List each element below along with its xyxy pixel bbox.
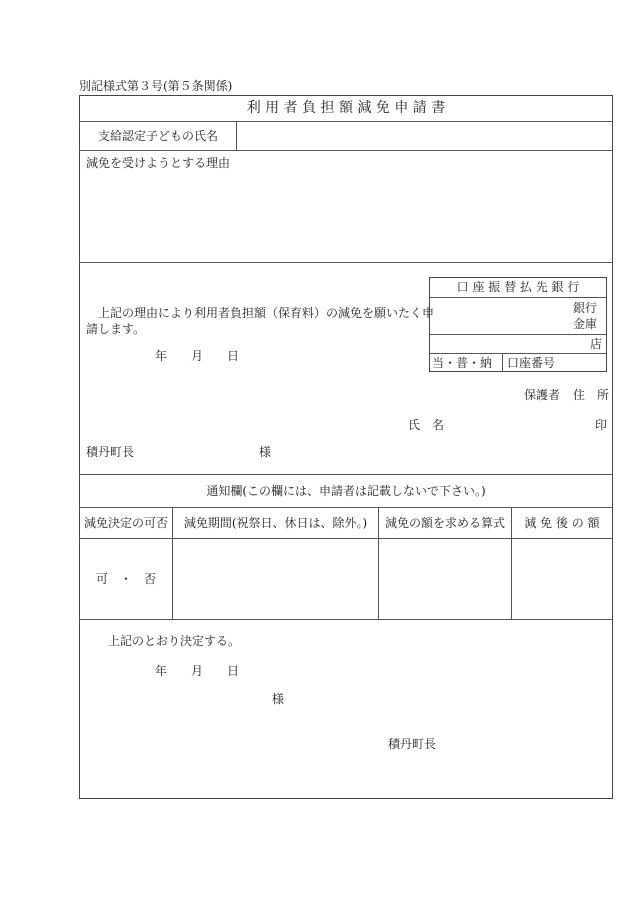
account-number-label: 口座番号 <box>507 356 556 370</box>
decision-year-label: 年 <box>155 664 168 678</box>
reason-label: 減免を受けようとする理由 <box>86 156 231 170</box>
divider <box>79 262 613 263</box>
shinkin-label: 金庫 <box>573 317 598 331</box>
application-day-label: 日 <box>227 349 240 363</box>
notice-col-amount: 減 免 後 の 額 <box>524 516 600 530</box>
addressee-honorific: 様 <box>259 445 272 459</box>
branch-label: 店 <box>590 337 603 351</box>
application-year-label: 年 <box>155 349 168 363</box>
notice-col-approval: 減免決定の可否 <box>83 516 168 530</box>
notice-col-formula: 減免の額を求める算式 <box>384 516 505 530</box>
bank-header: 口 座 振 替 払 先 銀 行 <box>456 280 580 294</box>
address-label: 住 所 <box>573 388 610 402</box>
decision-day-label: 日 <box>227 664 240 678</box>
child-name-label: 支給認定子どもの氏名 <box>97 129 218 143</box>
guardian-label: 保護者 <box>524 388 561 402</box>
application-month-label: 月 <box>191 349 204 363</box>
divider <box>79 538 613 539</box>
name-label: 氏 名 <box>408 418 445 432</box>
decision-honorific: 様 <box>272 692 285 706</box>
divider <box>79 619 613 620</box>
form-frame <box>79 95 613 799</box>
approval-options: 可 ・ 否 <box>95 572 156 586</box>
divider <box>502 353 503 372</box>
bank-label: 銀行 <box>573 301 598 315</box>
seal-label: 印 <box>595 418 608 432</box>
divider <box>79 150 613 151</box>
application-statement-line1: 上記の理由により利用者負担額（保育料）の減免を願いたく申 <box>98 306 435 320</box>
notice-col-period: 減免期間(祝祭日、休日は、除外。) <box>183 516 368 530</box>
divider <box>236 121 237 151</box>
application-statement-line2: 請します。 <box>86 322 146 336</box>
divider <box>79 474 613 475</box>
decision-issuer: 積丹町長 <box>388 737 437 751</box>
divider <box>429 353 607 354</box>
notice-header: 通知欄(この欄には、申請者は記載しないで下さい。) <box>206 484 486 498</box>
divider <box>79 507 613 508</box>
decision-statement: 上記のとおり決定する。 <box>108 634 241 648</box>
account-type-label: 当・普・納 <box>432 356 493 370</box>
divider <box>429 297 607 298</box>
decision-month-label: 月 <box>191 664 204 678</box>
page-title: 利 用 者 負 担 額 減 免 申 請 書 <box>246 100 446 116</box>
addressee: 積丹町長 <box>86 445 135 459</box>
form-number: 別記様式第３号(第５条関係) <box>79 79 233 93</box>
divider <box>79 121 613 122</box>
divider <box>429 334 607 335</box>
